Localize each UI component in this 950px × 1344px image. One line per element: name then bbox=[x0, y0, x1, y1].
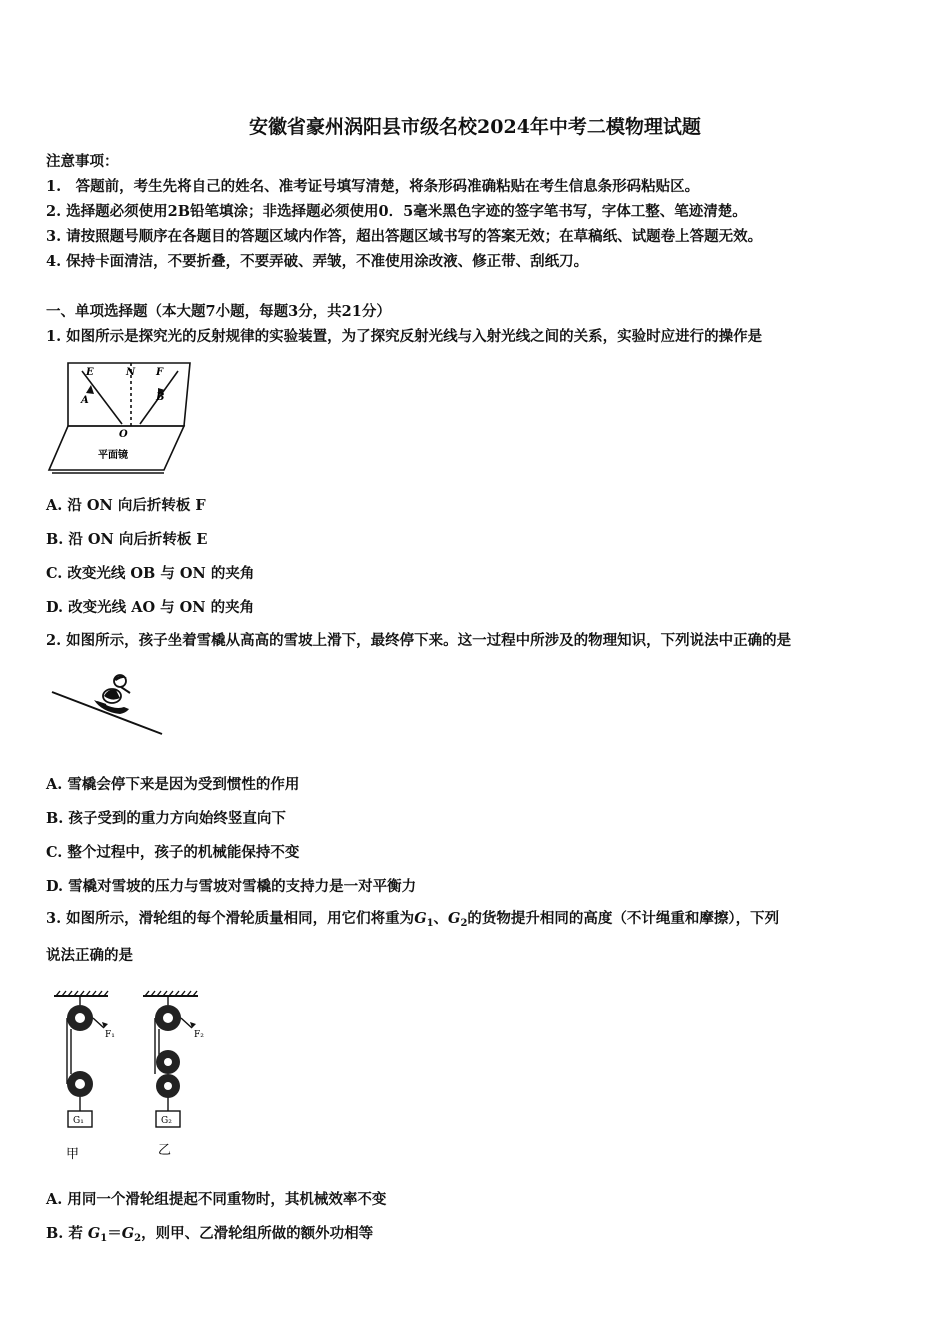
q3-g2-sub: 2 bbox=[460, 918, 468, 929]
q3-option-b-g1-sub: 1 bbox=[100, 1233, 108, 1244]
q3-option-a: A. 用同一个滑轮组提起不同重物时，其机械效率不变 bbox=[46, 1191, 387, 1208]
q3-g1-sub: 1 bbox=[426, 918, 434, 929]
q2-sled-figure bbox=[50, 668, 165, 738]
notice-item-3: 3. 请按照题号顺序在各题目的答题区域内作答，超出答题区域书写的答案无效；在草稿纸、试题卷上答题无效。 bbox=[46, 228, 763, 245]
q3-stem-prefix: 3. 如图所示，滑轮组的每个滑轮质量相同，用它们将重为 bbox=[46, 910, 415, 927]
q3-g1: G bbox=[414, 910, 427, 927]
label-yi: 乙 bbox=[158, 1143, 172, 1158]
label-f2: F₂ bbox=[194, 1030, 204, 1040]
q3-option-b-g2-sub: 2 bbox=[134, 1233, 142, 1244]
q1-option-c: C. 改变光线 OB 与 ON 的夹角 bbox=[46, 565, 255, 582]
q3-option-b-g1: G bbox=[87, 1225, 101, 1242]
q3-option-b-eq: ＝ bbox=[107, 1225, 122, 1242]
q3-option-b-prefix: B. 若 bbox=[46, 1225, 88, 1242]
q3-pulley-figure bbox=[46, 988, 226, 1166]
q2-option-c: C. 整个过程中，孩子的机械能保持不变 bbox=[46, 844, 300, 861]
q2-option-a: A. 雪橇会停下来是因为受到惯性的作用 bbox=[46, 776, 300, 793]
q1-option-a: A. 沿 ON 向后折转板 F bbox=[46, 497, 206, 514]
notice-item-2: 2. 选择题必须使用2B铅笔填涂；非选择题必须使用0．5毫米黑色字迹的签字笔书写，字体工整、笔迹清楚。 bbox=[46, 203, 747, 220]
notice-item-1: 1. 答题前，考生先将自己的姓名、准考证号填写清楚，将条形码准确粘贴在考生信息条形码粘贴区。 bbox=[46, 178, 700, 195]
section-heading: 一、单项选择题（本大题7小题，每题3分，共21分） bbox=[46, 303, 391, 320]
q3-stem bbox=[46, 909, 779, 934]
notice-item-4: 4. 保持卡面清洁，不要折叠，不要弄破、弄皱，不准使用涂改液、修正带、刮纸刀。 bbox=[46, 253, 589, 270]
label-e: E bbox=[86, 367, 94, 378]
label-o: O bbox=[119, 429, 128, 440]
q3-option-b-suffix: ，则甲、乙滑轮组所做的额外功相等 bbox=[141, 1225, 374, 1242]
q2-option-b: B. 孩子受到的重力方向始终竖直向下 bbox=[46, 810, 286, 827]
label-load1: G₁ bbox=[73, 1116, 84, 1126]
q3-option-b bbox=[46, 1222, 373, 1244]
q1-stem: 1. 如图所示是探究光的反射规律的实验装置，为了探究反射光线与入射光线之间的关系，实验时应进行的操作是 bbox=[46, 328, 763, 345]
label-a: A bbox=[81, 395, 89, 406]
q2-option-d: D. 雪橇对雪坡的压力与雪坡对雪橇的支持力是一对平衡力 bbox=[46, 878, 417, 895]
q1-option-d: D. 改变光线 AO 与 ON 的夹角 bbox=[46, 599, 255, 616]
q3-sep: 、 bbox=[433, 910, 449, 927]
q1-reflection-figure bbox=[46, 358, 206, 480]
q3-stem-line2: 说法正确的是 bbox=[46, 947, 133, 964]
q3-g2: G bbox=[448, 910, 461, 927]
q2-stem: 2. 如图所示，孩子坐着雪橇从高高的雪坡上滑下，最终停下来。这一过程中所涉及的物理知识，下列说法中正确的是 bbox=[46, 632, 792, 649]
label-f: F bbox=[156, 367, 164, 378]
label-f1: F₁ bbox=[105, 1030, 115, 1040]
notice-heading: 注意事项： bbox=[46, 153, 119, 170]
child-on-sled-icon bbox=[94, 675, 130, 714]
page-title: 安徽省豪州涡阳县市级名校2024年中考二模物理试题 bbox=[249, 116, 701, 138]
label-mirror: 平面镜 bbox=[98, 450, 128, 461]
q1-option-b: B. 沿 ON 向后折转板 E bbox=[46, 531, 208, 548]
q3-option-b-g2: G bbox=[121, 1225, 135, 1242]
label-n: N bbox=[126, 367, 136, 378]
label-jia: 甲 bbox=[66, 1147, 80, 1162]
label-load2: G₂ bbox=[161, 1116, 172, 1126]
label-b: B bbox=[156, 392, 165, 403]
q3-stem-suffix: 的货物提升相同的高度（不计绳重和摩擦），下列 bbox=[467, 910, 780, 927]
